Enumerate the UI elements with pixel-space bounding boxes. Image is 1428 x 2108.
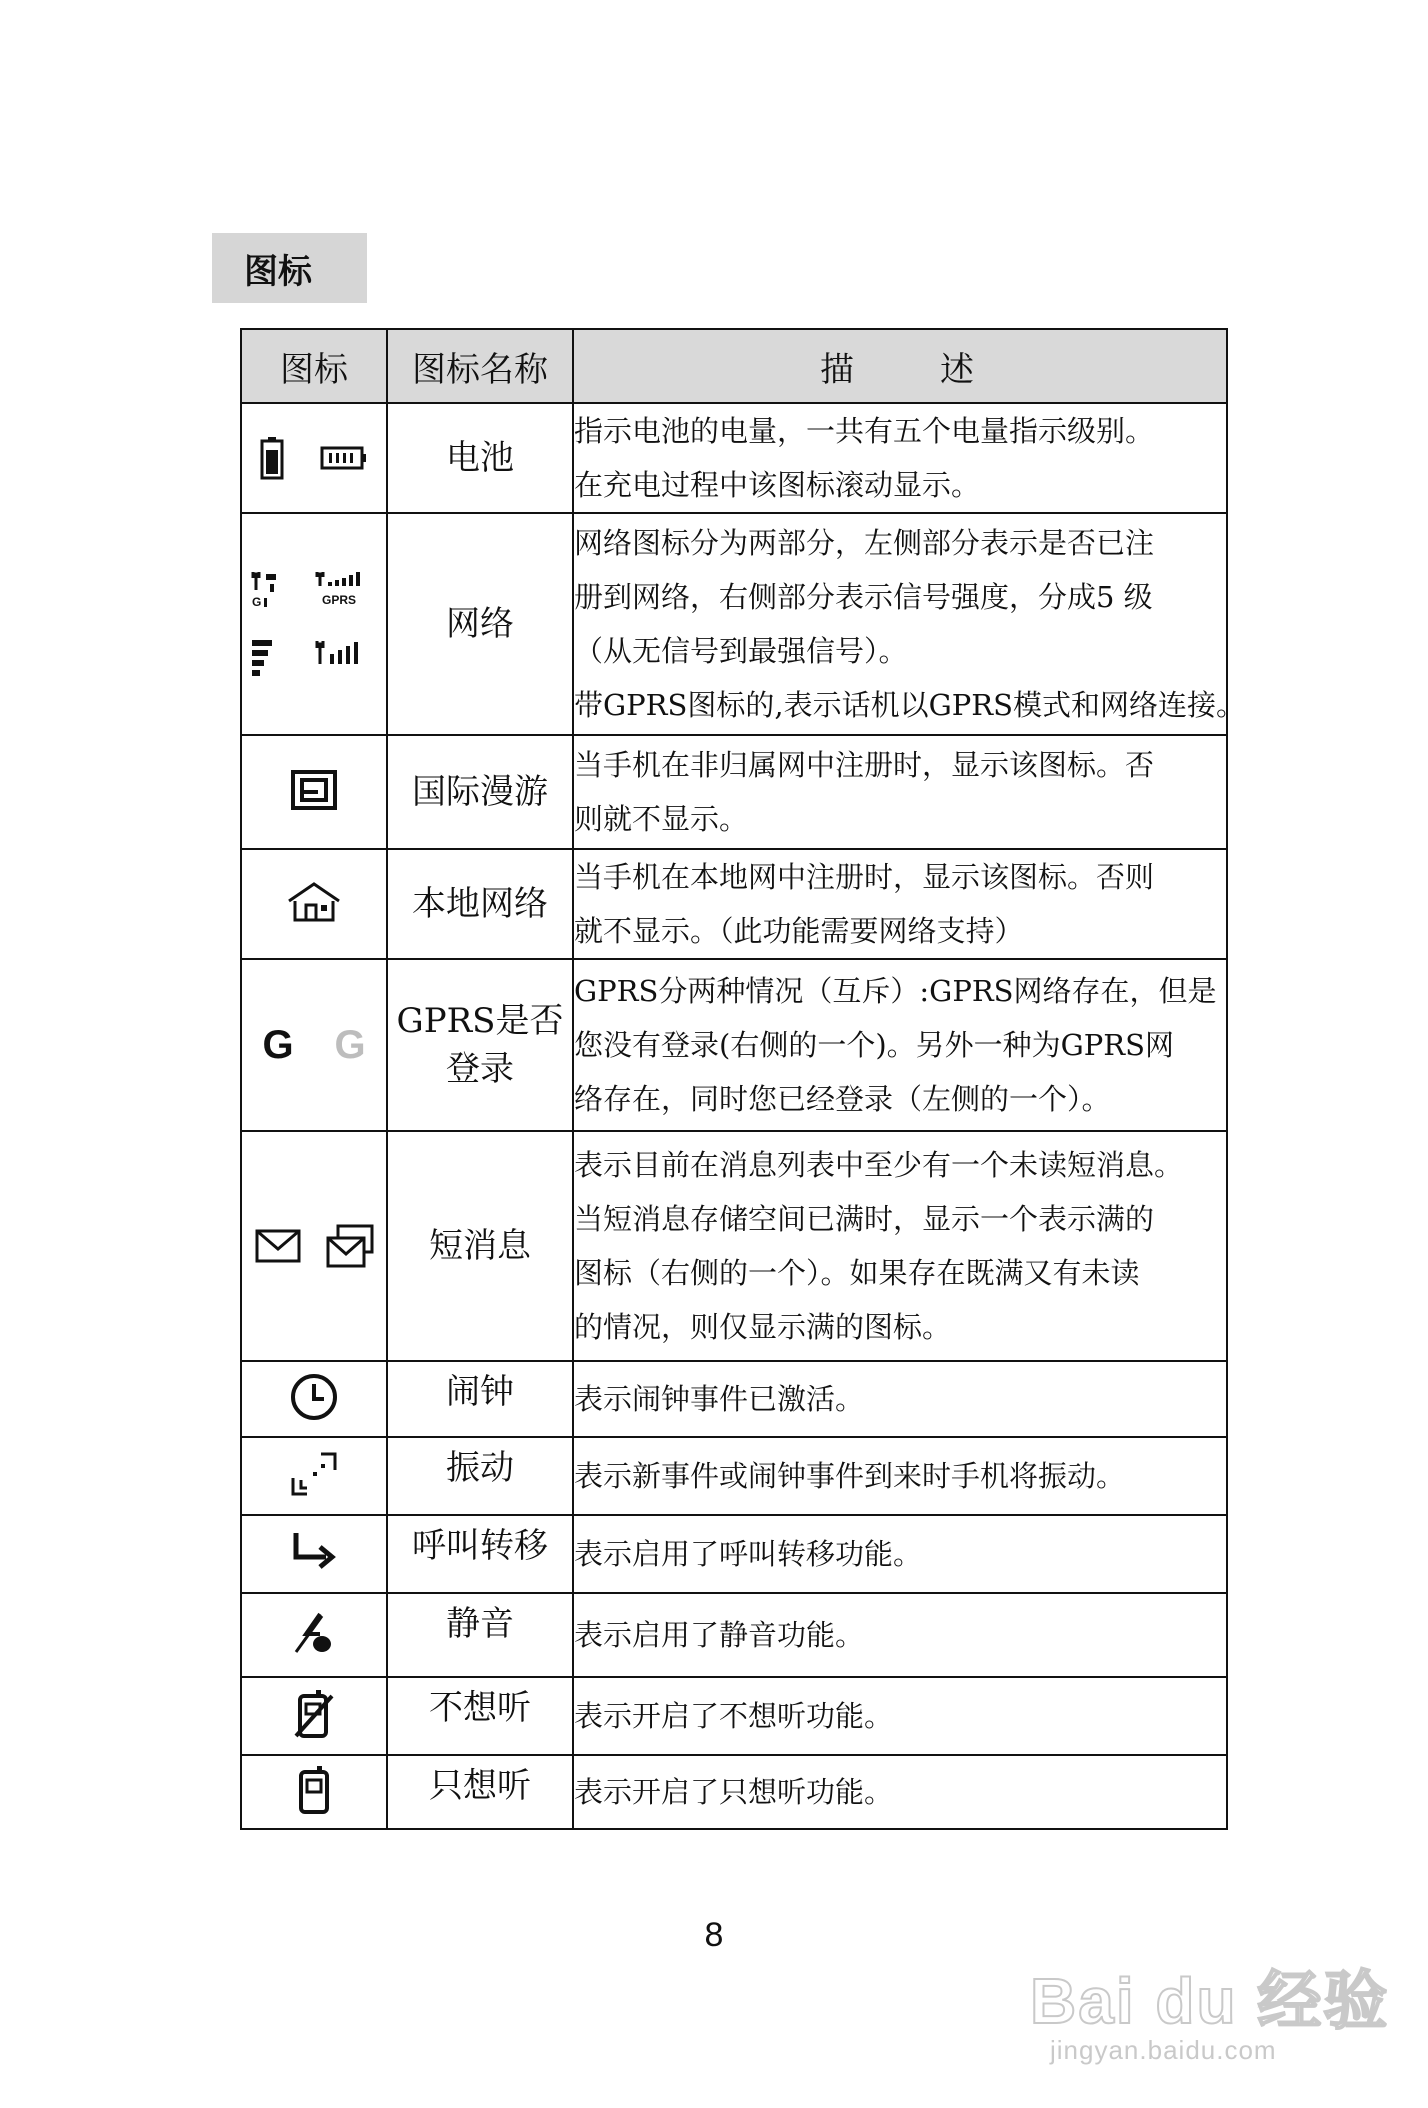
icon-name: 不想听 (387, 1677, 573, 1755)
icon-description: 表示启用了静音功能。 (573, 1593, 1227, 1677)
icon-description: 表示闹钟事件已激活。 (573, 1361, 1227, 1437)
icon-name: 国际漫游 (387, 735, 573, 849)
icon-description: 当手机在本地网中注册时，显示该图标。否则 就不显示。（此功能需要网络支持） (573, 849, 1227, 959)
watermark-logo: Bai du 经验 (1030, 1965, 1390, 2037)
table-row (241, 513, 1227, 735)
icon-name: 短消息 (387, 1131, 573, 1361)
svg-text:G: G (252, 595, 262, 609)
icon-name: 电池 (387, 403, 573, 513)
table-row (241, 403, 1227, 513)
table-row (241, 1515, 1227, 1593)
mute-icon (292, 1610, 336, 1656)
icon-name: 静音 (387, 1593, 573, 1677)
battery-vertical-icon (260, 436, 284, 480)
header-icon: 图标 (241, 329, 387, 403)
only-listen-icon (296, 1764, 332, 1816)
section-title: 图标 (212, 233, 367, 303)
icon-name: 网络 (387, 513, 573, 735)
battery-horizontal-icon (320, 445, 368, 471)
svg-text:GPRS: GPRS (322, 593, 357, 607)
network-gsm-icon (250, 570, 284, 610)
envelope-icon (255, 1229, 301, 1263)
network-gprs-icon (314, 570, 366, 610)
call-divert-icon (290, 1529, 338, 1575)
baidu-watermark (1010, 1940, 1410, 2090)
icon-description: 网络图标分为两部分，左侧部分表示是否已注 册到网络，右侧部分表示信号强度，分成5 级 （从无信号到最强信号）。 带GPRS图标的,表示话机以GPRS模式和网络连接。 (573, 513, 1227, 735)
table-row (241, 735, 1227, 849)
icon-name: GPRS是否 登录 (387, 959, 573, 1131)
table-row (241, 1677, 1227, 1755)
icon-description: 当手机在非归属网中注册时，显示该图标。否 则就不显示。 (573, 735, 1227, 849)
home-network-icon (286, 881, 342, 923)
vibrate-icon (289, 1450, 339, 1498)
icon-description: 表示新事件或闹钟事件到来时手机将振动。 (573, 1437, 1227, 1515)
icon-name: 闹钟 (387, 1361, 573, 1437)
table-row (241, 959, 1227, 1131)
table-row (241, 1755, 1227, 1829)
header-icon-name: 图标名称 (387, 329, 573, 403)
gprs-logged-in-icon: G (262, 1022, 294, 1067)
icon-description: 指示电池的电量，一共有五个电量指示级别。 在充电过程中该图标滚动显示。 (573, 403, 1227, 513)
table-row (241, 1593, 1227, 1677)
alarm-clock-icon (289, 1372, 339, 1422)
icon-description: 表示开启了只想听功能。 (573, 1755, 1227, 1829)
table-row (241, 1437, 1227, 1515)
signal-strength-bars-icon (250, 638, 276, 678)
icon-name: 振动 (387, 1437, 573, 1515)
roaming-icon (290, 769, 338, 811)
icon-name: 本地网络 (387, 849, 573, 959)
envelope-full-icon (326, 1224, 374, 1268)
table-header-row (241, 329, 1227, 403)
icon-description: GPRS分两种情况（互斥）:GPRS网络存在，但是 您没有登录(右侧的一个)。另外一种为GPRS网 络存在，同时您已经登录（左侧的一个）。 (573, 959, 1227, 1131)
do-not-disturb-icon (294, 1688, 334, 1740)
table-row (241, 1361, 1227, 1437)
signal-antenna-icon (314, 638, 366, 668)
icon-name: 呼叫转移 (387, 1515, 573, 1593)
page-number: 8 (704, 1916, 724, 1954)
icon-name: 只想听 (387, 1755, 573, 1829)
gprs-available-icon: G (334, 1022, 366, 1067)
table-row (241, 849, 1227, 959)
header-description: 描 述 (573, 329, 1227, 403)
table-row (241, 1131, 1227, 1361)
watermark-url: jingyan.baidu.com (1050, 2035, 1277, 2065)
icon-description: 表示启用了呼叫转移功能。 (573, 1515, 1227, 1593)
icon-description: 表示开启了不想听功能。 (573, 1677, 1227, 1755)
icon-table (240, 328, 1245, 1830)
icon-description: 表示目前在消息列表中至少有一个未读短消息。 当短消息存储空间已满时，显示一个表示满的 图标（右侧的一个）。如果存在既满又有未读 的情况，则仅显示满的图标。 (573, 1131, 1227, 1361)
